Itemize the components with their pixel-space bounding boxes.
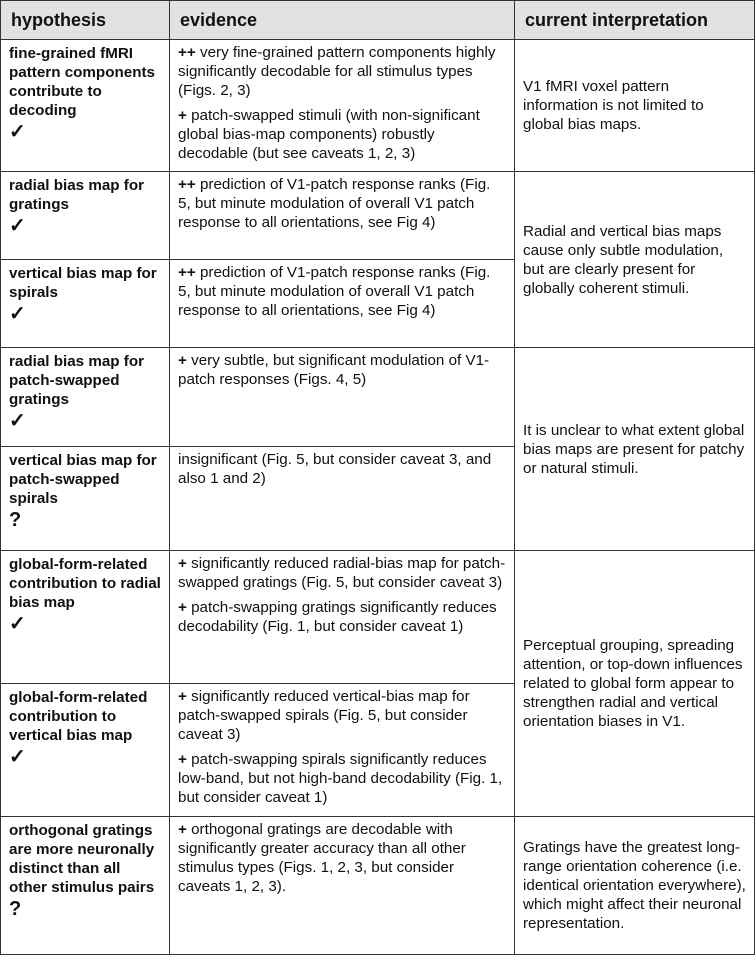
hypothesis-text: orthogonal gratings are more neuronally distinct than all other stimulus pairs [9, 822, 155, 896]
evidence-text: very subtle, but significant modulation of V1-patch responses (Figs. 4, 5) [178, 352, 490, 388]
hypothesis-cell [1, 348, 170, 447]
evidence-mark: + [178, 688, 187, 705]
evidence-item [178, 263, 506, 320]
checkmark-icon: ✓ [9, 215, 26, 237]
evidence-text: patch-swapping gratings significantly reduces decodability (Fig. 1, but consider caveat 1) [178, 599, 497, 635]
evidence-mark: + [178, 352, 187, 369]
evidence-item [178, 554, 506, 592]
interpretation-cell: Gratings have the greatest long-range orientation coherence (i.e. identical orientation everywhere), which might affect their neuronal representation. [515, 817, 755, 955]
evidence-mark: ++ [178, 44, 196, 61]
evidence-cell [170, 348, 515, 447]
evidence-text: patch-swapped stimuli (with non-significant global bias-map components) robustly decodable (but see caveats 1, 2, 3) [178, 107, 480, 162]
checkmark-icon: ✓ [9, 410, 26, 432]
evidence-cell [170, 447, 515, 551]
evidence-item [178, 43, 506, 100]
evidence-item [178, 175, 506, 232]
hypothesis-text: global-form-related contribution to vertical bias map [9, 689, 148, 744]
interpretation-cell: Perceptual grouping, spreading attention, or top-down influences related to global form appear to strengthen radial and vertical orientation biases in V1. [515, 551, 755, 817]
evidence-text: prediction of V1-patch response ranks (Fig. 5, but minute modulation of overall V1 patch response to all orientations, see Fig 4) [178, 264, 491, 319]
evidence-item [178, 450, 506, 488]
evidence-cell [170, 817, 515, 955]
evidence-text: patch-swapping spirals significantly reduces low-band, but not high-band decodability (Fig. 1, but consider caveat 1) [178, 751, 503, 806]
hypothesis-cell [1, 551, 170, 684]
hypothesis-text: radial bias map for patch-swapped gratings [9, 353, 145, 408]
evidence-cell [170, 40, 515, 172]
evidence-mark: ++ [178, 264, 196, 281]
evidence-item [178, 820, 506, 896]
hypothesis-cell [1, 260, 170, 348]
checkmark-icon: ✓ [9, 746, 26, 768]
evidence-cell [170, 260, 515, 348]
evidence-mark: + [178, 751, 187, 768]
hypothesis-cell [1, 40, 170, 172]
evidence-item [178, 598, 506, 636]
table-row [1, 172, 755, 260]
evidence-mark: + [178, 599, 187, 616]
hypothesis-cell [1, 817, 170, 955]
evidence-mark: + [178, 555, 187, 572]
hypothesis-text: fine-grained fMRI pattern components contribute to decoding [9, 45, 155, 119]
table-row [1, 551, 755, 684]
evidence-mark: + [178, 821, 187, 838]
interpretation-cell: V1 fMRI voxel pattern information is not limited to global bias maps. [515, 40, 755, 172]
table-row [1, 817, 755, 955]
hypothesis-cell [1, 684, 170, 817]
evidence-item [178, 351, 506, 389]
checkmark-icon: ✓ [9, 613, 26, 635]
hypothesis-text: global-form-related contribution to radial bias map [9, 556, 161, 611]
evidence-text: prediction of V1-patch response ranks (Fig. 5, but minute modulation of overall V1 patch response to all orientations, see Fig 4) [178, 176, 491, 231]
interpretation-cell: Radial and vertical bias maps cause only subtle modulation, but are clearly present for globally coherent stimuli. [515, 172, 755, 348]
interpretation-cell: It is unclear to what extent global bias maps are present for patchy or natural stimuli. [515, 348, 755, 551]
evidence-cell [170, 172, 515, 260]
question-mark-icon: ? [9, 898, 22, 920]
header-row [1, 1, 755, 40]
evidence-cell [170, 551, 515, 684]
table-row [1, 348, 755, 447]
table-row [1, 40, 755, 172]
header-hypothesis: hypothesis [1, 1, 170, 40]
hypothesis-text: vertical bias map for spirals [9, 265, 157, 301]
header-interpretation: current interpretation [515, 1, 755, 40]
hypothesis-text: radial bias map for gratings [9, 177, 145, 213]
checkmark-icon: ✓ [9, 121, 26, 143]
evidence-text: orthogonal gratings are decodable with significantly greater accuracy than all other stimulus types (Figs. 1, 2, 3, but consider caveats 1, 2, 3). [178, 821, 466, 895]
hypothesis-text: vertical bias map for patch-swapped spirals [9, 452, 157, 507]
evidence-item [178, 750, 506, 807]
question-mark-icon: ? [9, 509, 22, 531]
evidence-text: very fine-grained pattern components highly significantly decodable for all stimulus types (Figs. 2, 3) [178, 44, 496, 99]
hypothesis-cell [1, 172, 170, 260]
evidence-mark: ++ [178, 176, 196, 193]
evidence-text: significantly reduced radial-bias map for patch-swapped gratings (Fig. 5, but consider caveat 3) [178, 555, 506, 591]
hypothesis-cell [1, 447, 170, 551]
evidence-item [178, 106, 506, 163]
header-evidence: evidence [170, 1, 515, 40]
evidence-item [178, 687, 506, 744]
evidence-cell [170, 684, 515, 817]
checkmark-icon: ✓ [9, 303, 26, 325]
evidence-mark: + [178, 107, 187, 124]
evidence-text: insignificant (Fig. 5, but consider caveat 3, and also 1 and 2) [178, 451, 492, 487]
evidence-text: significantly reduced vertical-bias map for patch-swapped spirals (Fig. 5, but consider caveat 3) [178, 688, 470, 743]
